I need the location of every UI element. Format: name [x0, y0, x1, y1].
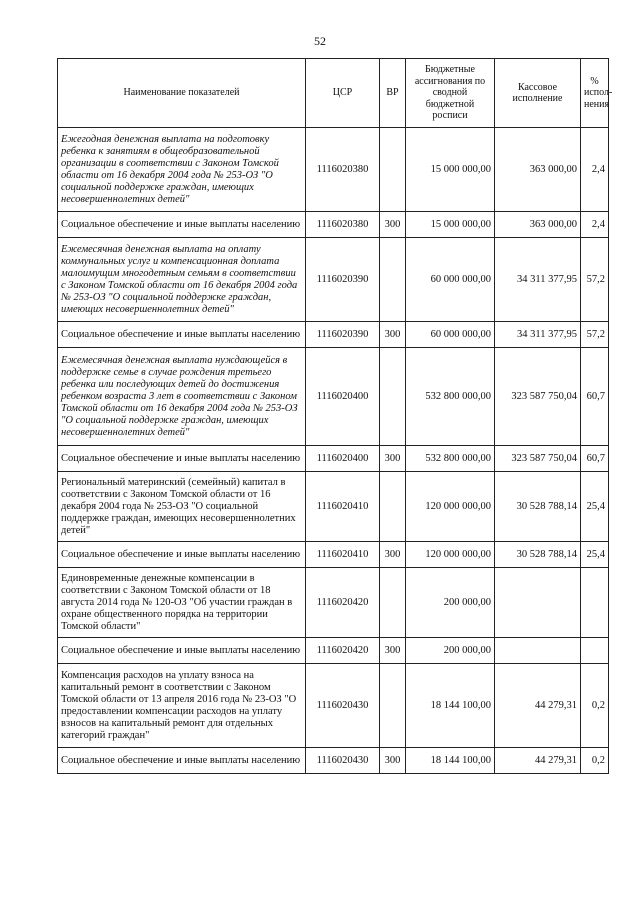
row-csr-cell: 1116020380	[306, 212, 380, 238]
row-pct-cell: 57,2	[581, 238, 609, 322]
row-budget-cell: 18 144 100,00	[406, 748, 495, 774]
row-vr-cell	[380, 664, 406, 748]
row-cash-cell: 44 279,31	[495, 748, 581, 774]
row-vr-cell	[380, 348, 406, 446]
row-vr-cell: 300	[380, 748, 406, 774]
row-csr-cell: 1116020410	[306, 542, 380, 568]
header-vr: ВР	[380, 59, 406, 128]
row-budget-cell: 532 800 000,00	[406, 446, 495, 472]
row-name-cell: Региональный материнский (семейный) капитал в соответствии с Законом Томской области от 16 декабря 2004 года № 253-ОЗ "О социальной поддержке граждан, имеющих несовершеннолетних детей"	[58, 472, 306, 542]
row-vr-cell: 300	[380, 542, 406, 568]
row-csr-cell: 1116020430	[306, 748, 380, 774]
row-vr-cell	[380, 568, 406, 638]
table-header-row	[58, 59, 609, 128]
row-csr-cell: 1116020420	[306, 568, 380, 638]
table-row	[58, 542, 609, 568]
row-budget-cell: 120 000 000,00	[406, 542, 495, 568]
row-cash-cell: 323 587 750,04	[495, 348, 581, 446]
header-csr: ЦСР	[306, 59, 380, 128]
row-name-cell: Социальное обеспечение и иные выплаты населению	[58, 212, 306, 238]
row-budget-cell: 15 000 000,00	[406, 212, 495, 238]
row-pct-cell	[581, 568, 609, 638]
row-vr-cell: 300	[380, 212, 406, 238]
row-cash-cell: 34 311 377,95	[495, 238, 581, 322]
table-row	[58, 322, 609, 348]
row-csr-cell: 1116020380	[306, 128, 380, 212]
row-budget-cell: 18 144 100,00	[406, 664, 495, 748]
table-row	[58, 472, 609, 542]
row-pct-cell: 57,2	[581, 322, 609, 348]
row-name-cell: Компенсация расходов на уплату взноса на капитальный ремонт в соответствии с Законом Томской области от 13 апреля 2016 года № 23-ОЗ "О предоставлении компенсации расходов на уплату взносов на капитальный ремонт для отдельных категорий граждан"	[58, 664, 306, 748]
row-budget-cell: 200 000,00	[406, 638, 495, 664]
row-vr-cell	[380, 128, 406, 212]
row-pct-cell: 25,4	[581, 542, 609, 568]
row-csr-cell: 1116020400	[306, 348, 380, 446]
row-pct-cell: 0,2	[581, 748, 609, 774]
header-pct: % испол-нения	[581, 59, 609, 128]
row-cash-cell: 363 000,00	[495, 128, 581, 212]
row-cash-cell: 363 000,00	[495, 212, 581, 238]
header-cash: Кассовое исполнение	[495, 59, 581, 128]
budget-table	[57, 58, 613, 774]
row-cash-cell	[495, 638, 581, 664]
row-name-cell: Социальное обеспечение и иные выплаты населению	[58, 446, 306, 472]
row-cash-cell: 323 587 750,04	[495, 446, 581, 472]
row-vr-cell	[380, 238, 406, 322]
row-pct-cell: 60,7	[581, 348, 609, 446]
row-pct-cell: 2,4	[581, 128, 609, 212]
row-budget-cell: 60 000 000,00	[406, 238, 495, 322]
row-name-cell: Социальное обеспечение и иные выплаты населению	[58, 638, 306, 664]
row-vr-cell: 300	[380, 446, 406, 472]
row-budget-cell: 200 000,00	[406, 568, 495, 638]
table-row	[58, 568, 609, 638]
row-name-cell: Единовременные денежные компенсации в соответствии с Законом Томской области от 18 августа 2014 года № 120-ОЗ "Об участии граждан в охране общественного порядка на территории Томской области"	[58, 568, 306, 638]
row-budget-cell: 60 000 000,00	[406, 322, 495, 348]
row-name-cell: Ежемесячная денежная выплата нуждающейся в поддержке семье в случае рождения третьего ребенка или последующих детей до достижения ребенком возраста 3 лет в соответствии с Законом Томской области от 16 декабря 2004 года № 253-ОЗ "О социальной поддержке граждан, имеющих несовершеннолетних детей"	[58, 348, 306, 446]
table-row	[58, 348, 609, 446]
row-budget-cell: 120 000 000,00	[406, 472, 495, 542]
table-row	[58, 748, 609, 774]
table-row	[58, 128, 609, 212]
row-cash-cell: 44 279,31	[495, 664, 581, 748]
row-pct-cell: 2,4	[581, 212, 609, 238]
row-cash-cell: 34 311 377,95	[495, 322, 581, 348]
row-budget-cell: 15 000 000,00	[406, 128, 495, 212]
row-pct-cell: 0,2	[581, 664, 609, 748]
row-pct-cell: 25,4	[581, 472, 609, 542]
row-vr-cell: 300	[380, 322, 406, 348]
row-cash-cell: 30 528 788,14	[495, 542, 581, 568]
row-pct-cell	[581, 638, 609, 664]
row-name-cell: Ежемесячная денежная выплата на оплату коммунальных услуг и компенсационная доплата малоимущим многодетным семьям в соответствии с Законом Томской области от 16 декабря 2004 года № 253-ОЗ "О социальной поддержке граждан, имеющих несовершеннолетних детей"	[58, 238, 306, 322]
row-budget-cell: 532 800 000,00	[406, 348, 495, 446]
table-row	[58, 446, 609, 472]
table-row	[58, 212, 609, 238]
row-csr-cell: 1116020410	[306, 472, 380, 542]
row-cash-cell	[495, 568, 581, 638]
row-cash-cell: 30 528 788,14	[495, 472, 581, 542]
row-vr-cell: 300	[380, 638, 406, 664]
row-name-cell: Социальное обеспечение и иные выплаты населению	[58, 748, 306, 774]
header-budget: Бюджетные ассигнования по сводной бюджетной росписи	[406, 59, 495, 128]
row-csr-cell: 1116020400	[306, 446, 380, 472]
row-name-cell: Социальное обеспечение и иные выплаты населению	[58, 322, 306, 348]
row-csr-cell: 1116020430	[306, 664, 380, 748]
table-row	[58, 638, 609, 664]
row-csr-cell: 1116020390	[306, 238, 380, 322]
row-pct-cell: 60,7	[581, 446, 609, 472]
row-csr-cell: 1116020390	[306, 322, 380, 348]
page-number: 52	[314, 34, 326, 48]
row-name-cell: Социальное обеспечение и иные выплаты населению	[58, 542, 306, 568]
row-vr-cell	[380, 472, 406, 542]
row-csr-cell: 1116020420	[306, 638, 380, 664]
table-row	[58, 664, 609, 748]
table-row	[58, 238, 609, 322]
header-name: Наименование показателей	[58, 59, 306, 128]
row-name-cell: Ежегодная денежная выплата на подготовку ребенка к занятиям в общеобразовательной организации в соответствии с Законом Томской области от 16 декабря 2004 года № 253-ОЗ "О социальной поддержке граждан, имеющих несовершеннолетних детей"	[58, 128, 306, 212]
